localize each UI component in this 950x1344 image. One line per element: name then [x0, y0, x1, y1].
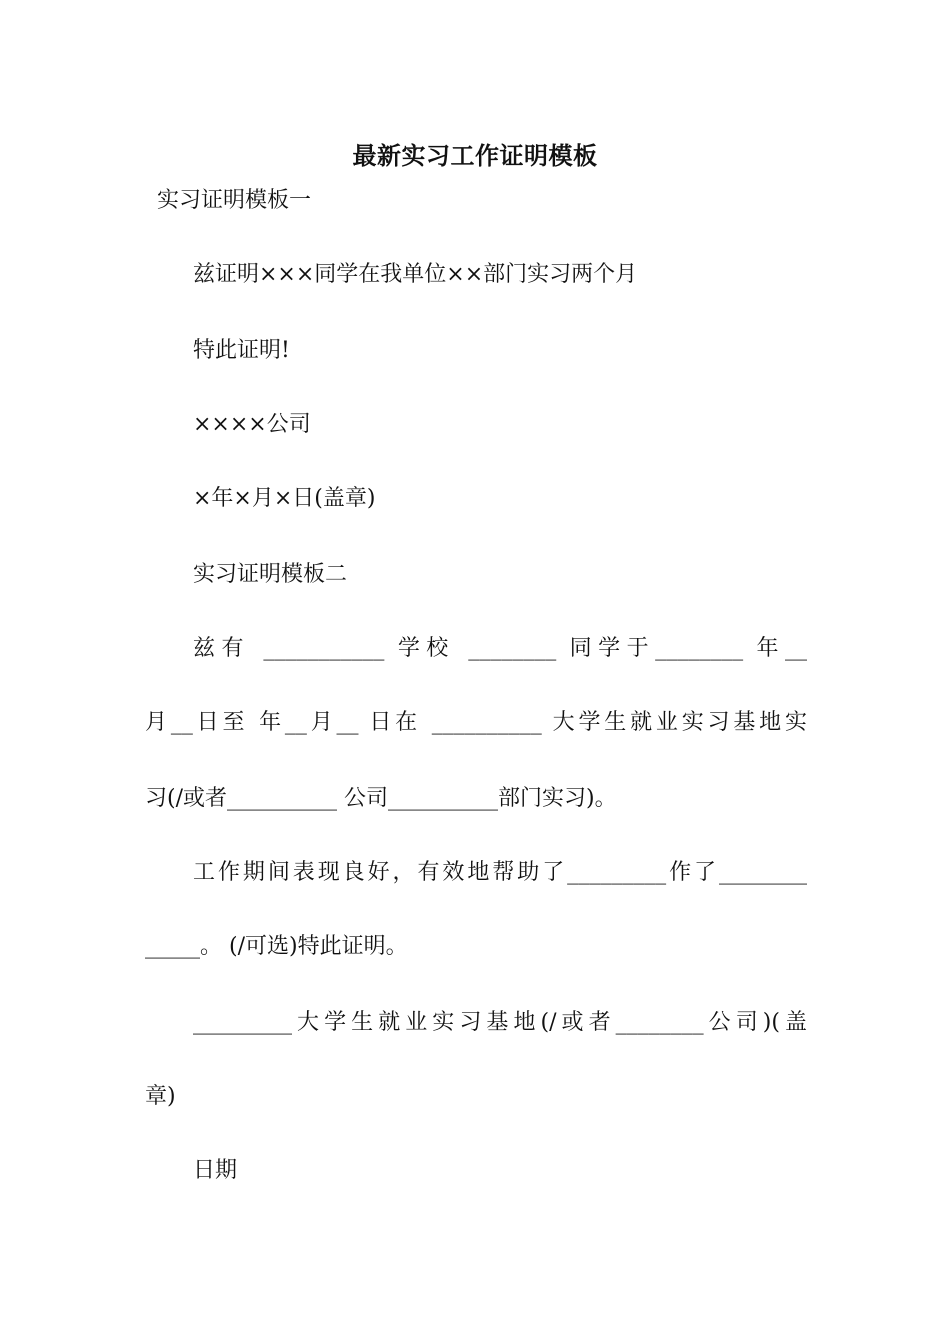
document-title: 最新实习工作证明模板 [352, 141, 598, 170]
section2-paragraph1-line3: 习(/或者__________ 公司__________部门实习)。 [145, 786, 617, 811]
section2-paragraph3-line2: 章) [145, 1084, 176, 1109]
section1-body: 兹证明×××同学在我单位××部门实习两个月 [193, 262, 638, 287]
section2-date: 日期 [193, 1158, 238, 1183]
section2-paragraph2-line1: 工作期间表现良好，有效地帮助了_________作了________ [193, 860, 807, 885]
section1-closing: 特此证明! [193, 338, 290, 363]
section2-paragraph2-line2: _____。 (/可选)特此证明。 [145, 934, 408, 959]
section2-paragraph1-line2: 月__日至 年__月__ 日在 __________ 大学生就业实习基地实 [145, 710, 807, 735]
section1-heading: 实习证明模板一 [157, 188, 312, 213]
section2-paragraph1-line1: 兹有 ___________ 学校 ________ 同学于________ 年__ [193, 636, 807, 661]
section2-heading: 实习证明模板二 [193, 562, 348, 587]
section1-date-seal: ×年×月×日(盖章) [193, 486, 376, 511]
section1-company: ××××公司 [193, 412, 311, 437]
section2-paragraph3-line1: _________大学生就业实习基地(/或者________公司)(盖 [193, 1010, 807, 1035]
